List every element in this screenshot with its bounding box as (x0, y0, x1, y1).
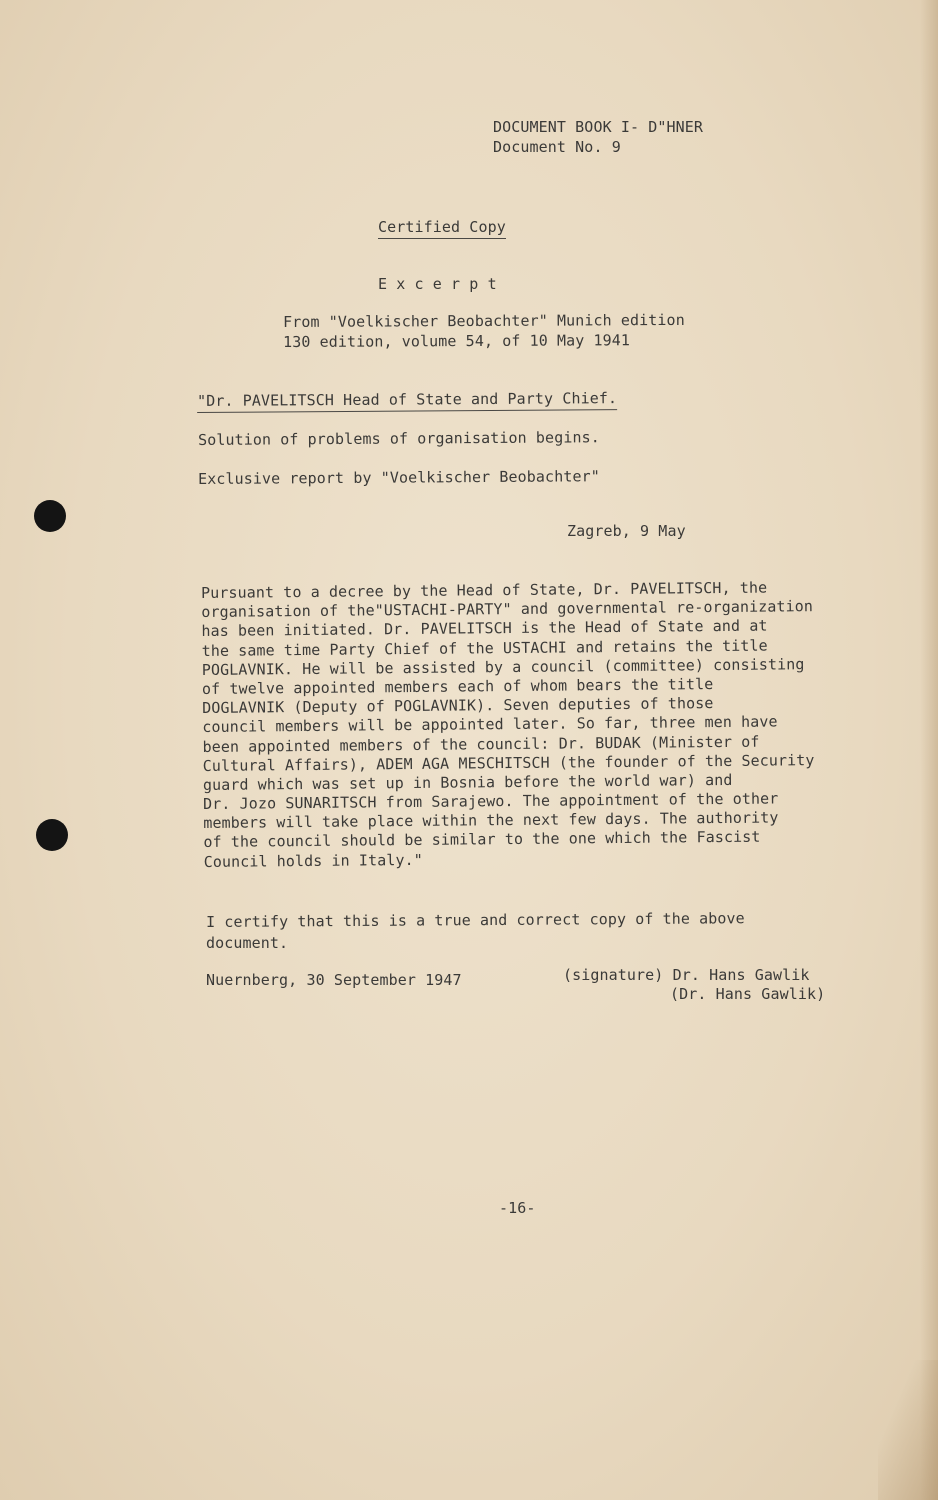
page-corner-wear (878, 1360, 938, 1500)
signature-block (563, 966, 825, 1004)
article-body (201, 578, 816, 872)
body-line: been appointed members of the council: Dr. BUDAK (Minister of (202, 732, 760, 756)
article-headline: "Dr. PAVELITSCH Head of State and Party Chief. (197, 389, 617, 413)
page-edge-shadow (920, 0, 938, 1500)
body-line: has been initiated. Dr. PAVELITSCH is the Head of State and at (201, 616, 768, 641)
certification-line-2: document. (206, 934, 289, 952)
article-subhead: Solution of problems of organisation begins. (198, 428, 600, 449)
body-line: Cultural Affairs), ADEM AGA MESCHITSCH (the founder of the Security (202, 750, 815, 775)
source-line-2: 130 edition, volume 54, of 10 May 1941 (283, 331, 631, 351)
article-byline: Exclusive report by "Voelkischer Beobachter" (198, 467, 600, 488)
body-line: of twelve appointed members each of whom bears the title (201, 675, 714, 698)
body-line: members will take place within the next few days. The authority (203, 808, 779, 833)
document-book-label: DOCUMENT BOOK I- D"HNER (493, 118, 704, 136)
body-line: Dr. Jozo SUNARITSCH from Sarajewo. The appointment of the other (203, 789, 779, 814)
body-line: council members will be appointed later. So far, three men have (202, 712, 778, 737)
certification-place-date: Nuernberg, 30 September 1947 (206, 971, 462, 989)
source-line-1: From "Voelkischer Beobachter" Munich edition (283, 310, 685, 331)
body-line: guard which was set up in Bosnia before the world war) and (202, 770, 733, 794)
punch-hole-top (34, 500, 66, 532)
body-line: POGLAVNIK. He will be assisted by a council (committee) consisting (201, 654, 805, 679)
article-dateline: Zagreb, 9 May (567, 522, 686, 540)
body-line: DOGLAVNIK (Deputy of POGLAVNIK). Seven deputies of those (202, 694, 714, 718)
document-number: Document No. 9 (493, 138, 621, 156)
certification-line-1: I certify that this is a true and correct copy of the above (206, 909, 745, 931)
page-number: -16- (499, 1199, 536, 1217)
body-line: Council holds in Italy." (203, 850, 423, 871)
certified-copy-heading: Certified Copy (378, 218, 506, 239)
excerpt-heading: E x c e r p t (378, 275, 497, 293)
body-line: the same time Party Chief of the USTACHI and retains the title (201, 636, 768, 660)
body-line: of the council should be similar to the one which the Fascist (203, 828, 761, 852)
body-line: organisation of the"USTACHI-PARTY" and governmental re-organization (201, 597, 814, 622)
signature-line: (signature) Dr. Hans Gawlik (563, 966, 810, 984)
body-line: Pursuant to a decree by the Head of State, Dr. PAVELITSCH, the (201, 578, 768, 602)
punch-hole-bottom (36, 819, 68, 851)
signature-typed-name: (Dr. Hans Gawlik) (670, 985, 826, 1003)
